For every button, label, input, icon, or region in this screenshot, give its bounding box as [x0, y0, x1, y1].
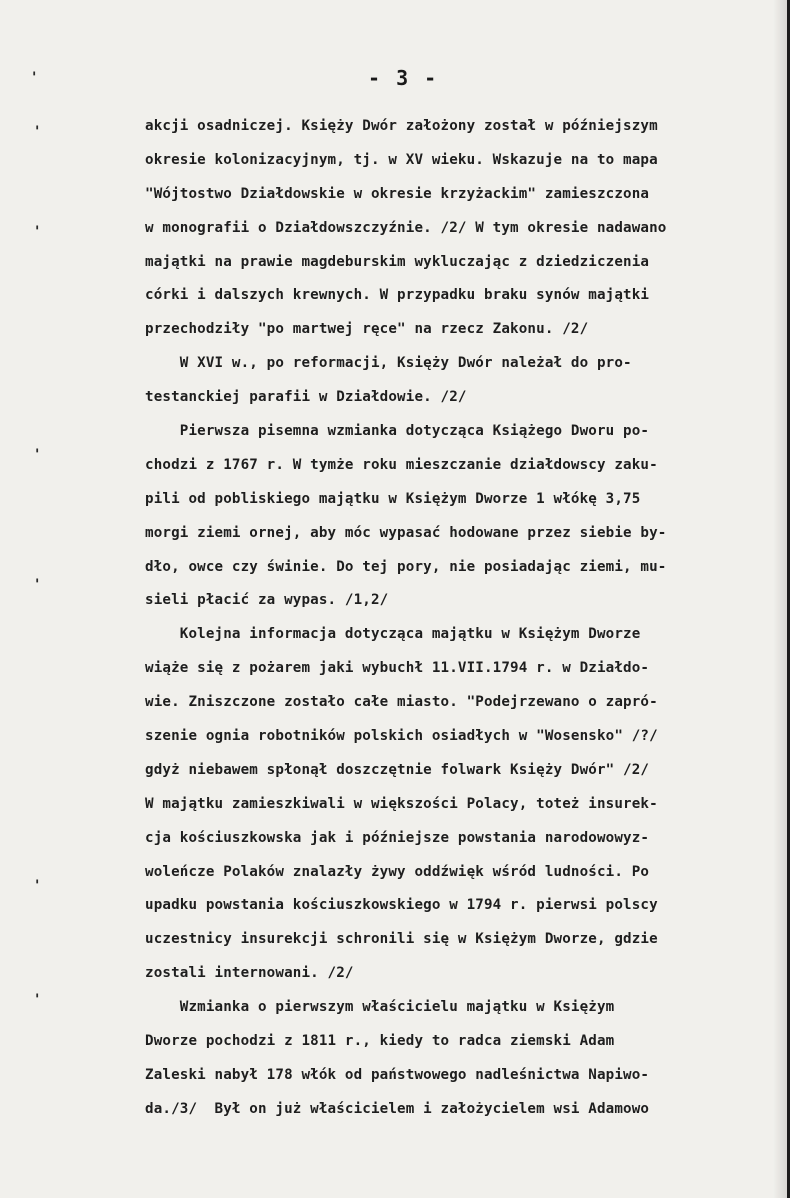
- text-line: przechodziły "po martwej ręce" na rzecz Zakonu. /2/: [145, 321, 589, 338]
- text-line: Dworze pochodzi z 1811 r., kiedy to radca ziemski Adam: [145, 1033, 615, 1050]
- margin-mark: ': [33, 447, 42, 463]
- text-line: W majątku zamieszkiwali w większości Polacy, toteż insurek-: [145, 795, 658, 812]
- text-line: woleńcze Polaków znalazły żywy oddźwięk wśród ludności. Po: [145, 863, 650, 880]
- text-line: chodzi z 1767 r. W tymże roku mieszczanie działdowscy zaku-: [145, 456, 658, 473]
- text-line: szenie ognia robotników polskich osiadłych w "Wosensko" /?/: [145, 728, 658, 745]
- text-line: w monografii o Działdowszczyźnie. /2/ W tym okresie nadawano: [145, 219, 667, 236]
- text-line: okresie kolonizacyjnym, tj. w XV wieku. Wskazuje na to mapa: [145, 151, 658, 168]
- text-line: wie. Zniszczone zostało całe miasto. "Podejrzewano o zapró-: [145, 694, 658, 711]
- text-line: Pierwsza pisemna wzmianka dotycząca Książego Dworu po-: [145, 423, 650, 440]
- text-line: dło, owce czy świnie. Do tej pory, nie posiadając ziemi, mu-: [145, 558, 667, 575]
- text-line: majątki na prawie magdeburskim wykluczając z dziedziczenia: [145, 253, 650, 270]
- text-line: upadku powstania kościuszkowskiego w 1794 r. pierwsi polscy: [145, 897, 658, 914]
- margin-mark: ': [30, 70, 39, 86]
- page-number: - 3 -: [368, 66, 439, 90]
- text-line: Wzmianka o pierwszym właścicielu majątku w Księżym: [145, 999, 615, 1016]
- text-line: wiąże się z pożarem jaki wybuchł 11.VII.1794 r. w Działdo-: [145, 660, 650, 677]
- margin-mark: ': [33, 577, 42, 593]
- text-line: testanckiej parafii w Działdowie. /2/: [145, 389, 467, 406]
- text-line: Zaleski nabył 178 włók od państwowego nadleśnictwa Napiwo-: [145, 1066, 650, 1083]
- text-line: Kolejna informacja dotycząca majątku w Księżym Dworze: [145, 626, 641, 643]
- text-line: "Wójtostwo Działdowskie w okresie krzyżackim" zamieszczona: [145, 185, 650, 202]
- body-text: [145, 110, 770, 1127]
- text-line: akcji osadniczej. Księży Dwór założony został w późniejszym: [145, 118, 658, 134]
- text-line: zostali internowani. /2/: [145, 965, 354, 982]
- text-line: pili od pobliskiego majątku w Księżym Dworze 1 włókę 3,75: [145, 490, 641, 507]
- text-line: sieli płacić za wypas. /1,2/: [145, 592, 389, 609]
- page-edge-shadow: [773, 0, 787, 1198]
- text-line: morgi ziemi ornej, aby móc wypasać hodowane przez siebie by-: [145, 524, 667, 541]
- text-line: da./3/ Był on już właścicielem i założycielem wsi Adamowo: [145, 1100, 650, 1117]
- text-line: gdyż niebawem spłonął doszczętnie folwark Księży Dwór" /2/: [145, 761, 650, 778]
- margin-mark: ': [33, 992, 42, 1008]
- text-line: uczestnicy insurekcji schronili się w Księżym Dworze, gdzie: [145, 931, 658, 948]
- margin-mark: ': [33, 124, 42, 140]
- text-line: córki i dalszych krewnych. W przypadku braku synów majątki: [145, 287, 650, 304]
- text-line: W XVI w., po reformacji, Księży Dwór należał do pro-: [145, 355, 632, 372]
- margin-mark: ': [33, 878, 42, 894]
- text-line: cja kościuszkowska jak i późniejsze powstania narodowowyz-: [145, 829, 650, 846]
- margin-mark: ': [33, 224, 42, 240]
